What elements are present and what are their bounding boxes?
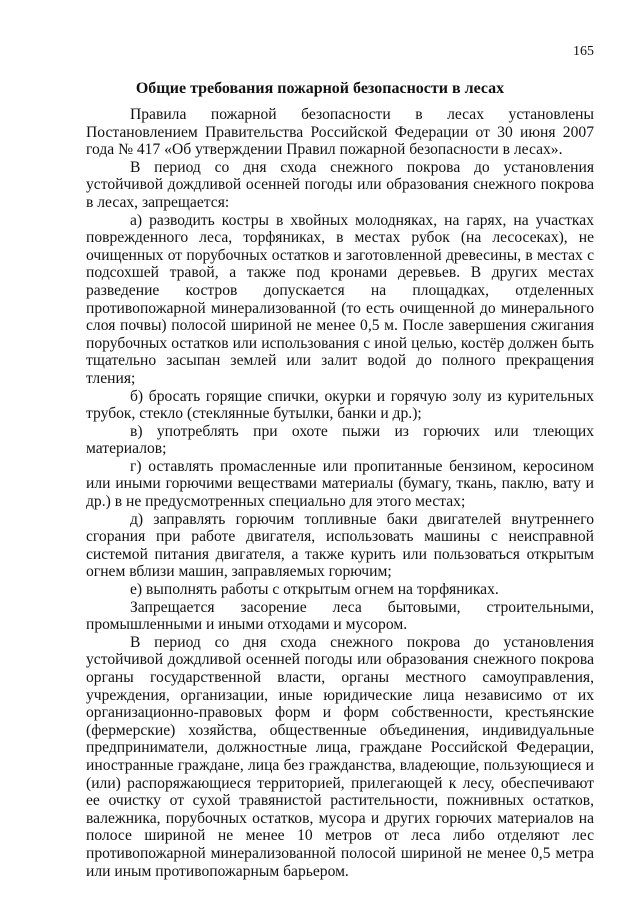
paragraph-prohibitions-intro: В период со дня схода снежного покрова до установления устойчивой дождливой осенней погоды или образования снежного покрова в лесах, запрещается: xyxy=(86,158,594,211)
paragraph-regulation-reference: Правила пожарной безопасности в лесах установлены Постановлением Правительства Российской Федерации от 30 июня 2007 года № 417 «Об утверждении Правил пожарной безопасности в лесах». xyxy=(86,106,594,159)
paragraph-clearing-obligations: В период со дня схода снежного покрова до установления устойчивой дождливой осенней погоды или образования снежного покрова органы государственной власти, органы местного самоуправления, учреждения, организации, иные юридические лица независимо от их организационно-правовых форм и форм собственности, крестьянские (фермерские) хозяйства, общественные объединения, индивидуальные предприниматели, должностные лица, граждане Российской Федерации, иностранные граждане, лица без гражданства, владеющие, пользующиеся и (или) распоряжающиеся территорией, прилегающей к лесу, обеспечивают ее очистку от сухой травянистой растительности, пожнивных остатков, валежника, порубочных остатков, мусора и других горючих материалов на полосе шириной не менее 10 метров от леса либо отделяют лес противопожарной минерализованной полосой шириной не менее 0,5 метра или иным противопожарным барьером. xyxy=(86,633,594,880)
paragraph-item-g: г) оставлять промасленные или пропитанные бензином, керосином или иными горючими веществами материалы (бумагу, ткань, паклю, вату и др.) в не предусмотренных специально для этого местах; xyxy=(86,457,594,511)
paragraph-item-v: в) употреблять при охоте пыжи из горючих или тлеющих материалов; xyxy=(86,422,594,458)
paragraph-item-d: д) заправлять горючим топливные баки двигателей внутреннего сгорания при работе двигателя, использовать машины с неисправной системой питания двигателя, а также курить или пользоваться открытым огнем вблизи машин, заправляемых горючим; xyxy=(86,510,594,581)
paragraph-item-e: е) выполнять работы с открытым огнем на торфяниках. xyxy=(130,581,499,599)
paragraph-item-b: б) бросать горящие спички, окурки и горячую золу из курительных трубок, стекло (стеклянные бутылки, банки и др.); xyxy=(86,387,594,423)
paragraph-item-a: а) разводить костры в хвойных молодняках, на гарях, на участках поврежденного леса, торфяниках, в местах рубок (на лесосеках), не очищенных от порубочных остатков и заготовленной древесины, в местах с подсохшей травой, а также под кронами деревьев. В других местах разведение костров допускается на площадках, отделенных противопожарной минерализованной (то есть очищенной до минерального слоя почвы) полосой шириной не менее 0,5 м. После завершения сжигания порубочных остатков или использования с иной целью, костёр должен быть тщательно засыпан землей или залит водой до полного прекращения тления; xyxy=(86,211,594,387)
page-number: 165 xyxy=(573,44,594,59)
document-body xyxy=(86,106,594,880)
document-title: Общие требования пожарной безопасности в лесах xyxy=(135,80,505,97)
paragraph-littering-ban: Запрещается засорение леса бытовыми, строительными, промышленными и иными отходами и мусором. xyxy=(86,598,594,634)
